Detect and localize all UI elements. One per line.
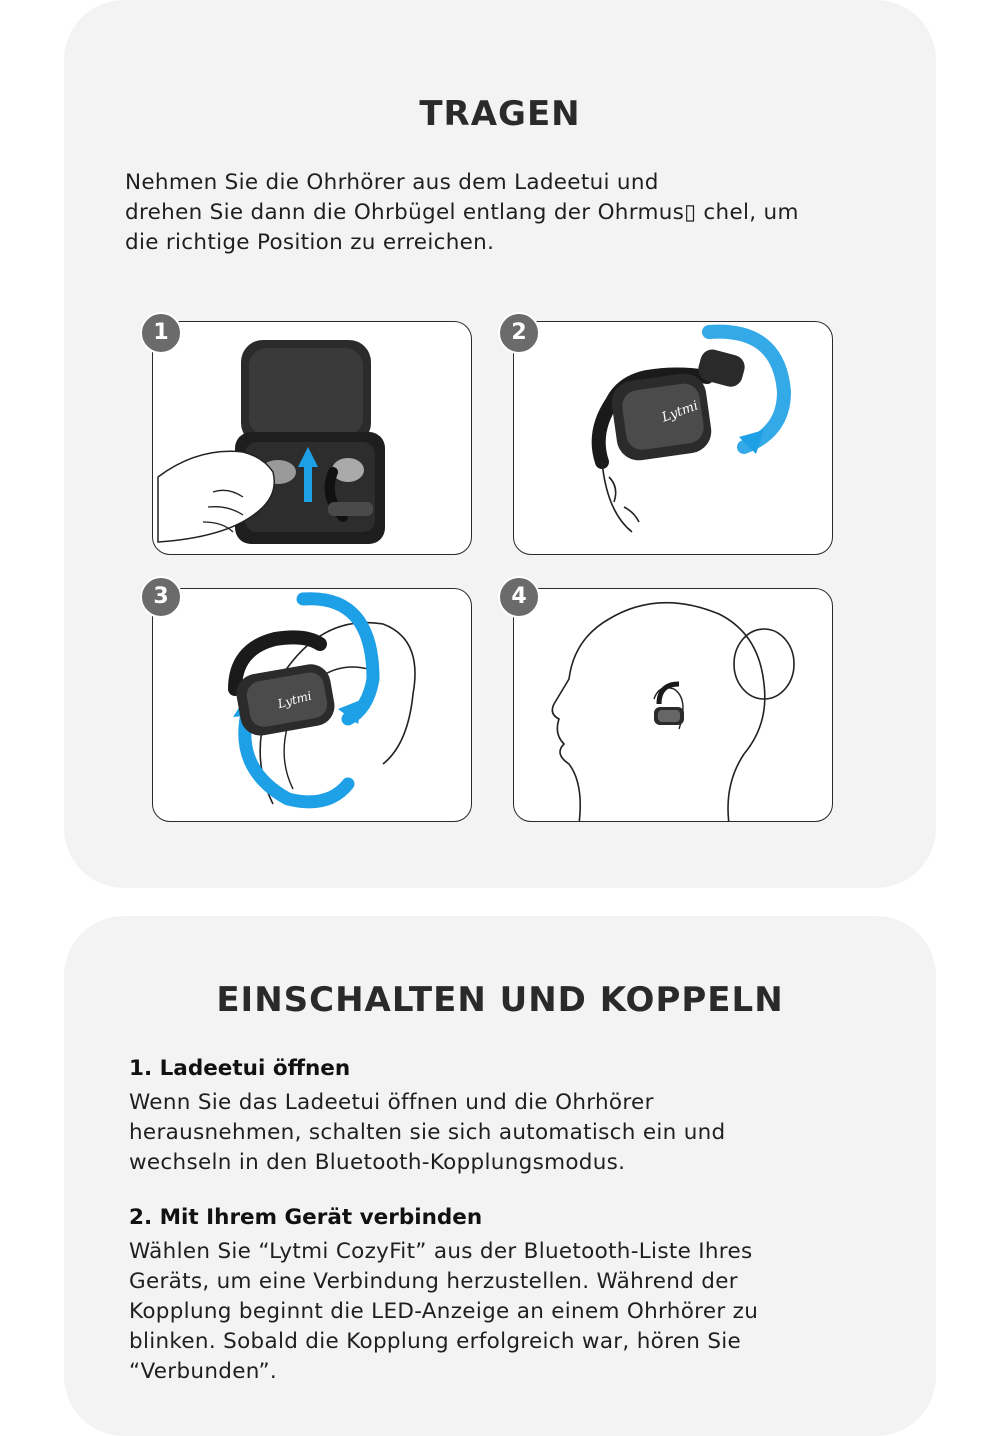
pairing-step-1-title: 1. Ladeetui öffnen <box>129 1056 351 1081</box>
pairing-step-1-text <box>129 1088 849 1178</box>
pairing-step-2-text <box>129 1237 859 1387</box>
step1-line-3: wechseln in den Bluetooth-Kopplungsmodus. <box>129 1150 626 1175</box>
intro-line-3: die richtige Position zu erreichen. <box>125 230 495 255</box>
charging-case-illustration <box>153 322 471 554</box>
earbud-fit-illustration <box>153 589 471 821</box>
step-4-badge: 4 <box>498 576 540 618</box>
step-2-badge: 2 <box>498 312 540 354</box>
step-1-badge: 1 <box>140 312 182 354</box>
step-2-illustration <box>513 321 833 555</box>
earhook-rotate-illustration <box>514 322 832 554</box>
brand-label: Lytmi <box>276 688 314 712</box>
step1-line-2: herausnehmen, schalten sie sich automatisch ein und <box>129 1120 726 1145</box>
step-3-illustration <box>152 588 472 822</box>
head-profile-illustration <box>514 589 832 821</box>
brand-label: Lytmi <box>659 398 701 426</box>
step-4-illustration <box>513 588 833 822</box>
pairing-section-title: EINSCHALTEN UND KOPPELN <box>216 980 784 1020</box>
step-3-badge: 3 <box>140 576 182 618</box>
intro-line-1: Nehmen Sie die Ohrhörer aus dem Ladeetui und <box>125 170 659 195</box>
step2-line-2: Geräts, um eine Verbindung herzustellen. Während der <box>129 1269 738 1294</box>
step-1-illustration <box>152 321 472 555</box>
step2-line-1: Wählen Sie “Lytmi CozyFit” aus der Bluetooth-Liste Ihres <box>129 1239 753 1264</box>
step2-line-5: “Verbunden”. <box>129 1359 278 1384</box>
wear-section-title: TRAGEN <box>419 94 581 134</box>
pairing-step-2-title: 2. Mit Ihrem Gerät verbinden <box>129 1205 483 1230</box>
step2-line-4: blinken. Sobald die Kopplung erfolgreich war, hören Sie <box>129 1329 742 1354</box>
intro-line-2: drehen Sie dann die Ohrbügel entlang der Ohrmus▯ chel, um <box>125 200 799 225</box>
wear-intro-text <box>125 168 885 258</box>
step1-line-1: Wenn Sie das Ladeetui öffnen und die Ohrhörer <box>129 1090 654 1115</box>
step2-line-3: Kopplung beginnt die LED-Anzeige an einem Ohrhörer zu <box>129 1299 759 1324</box>
